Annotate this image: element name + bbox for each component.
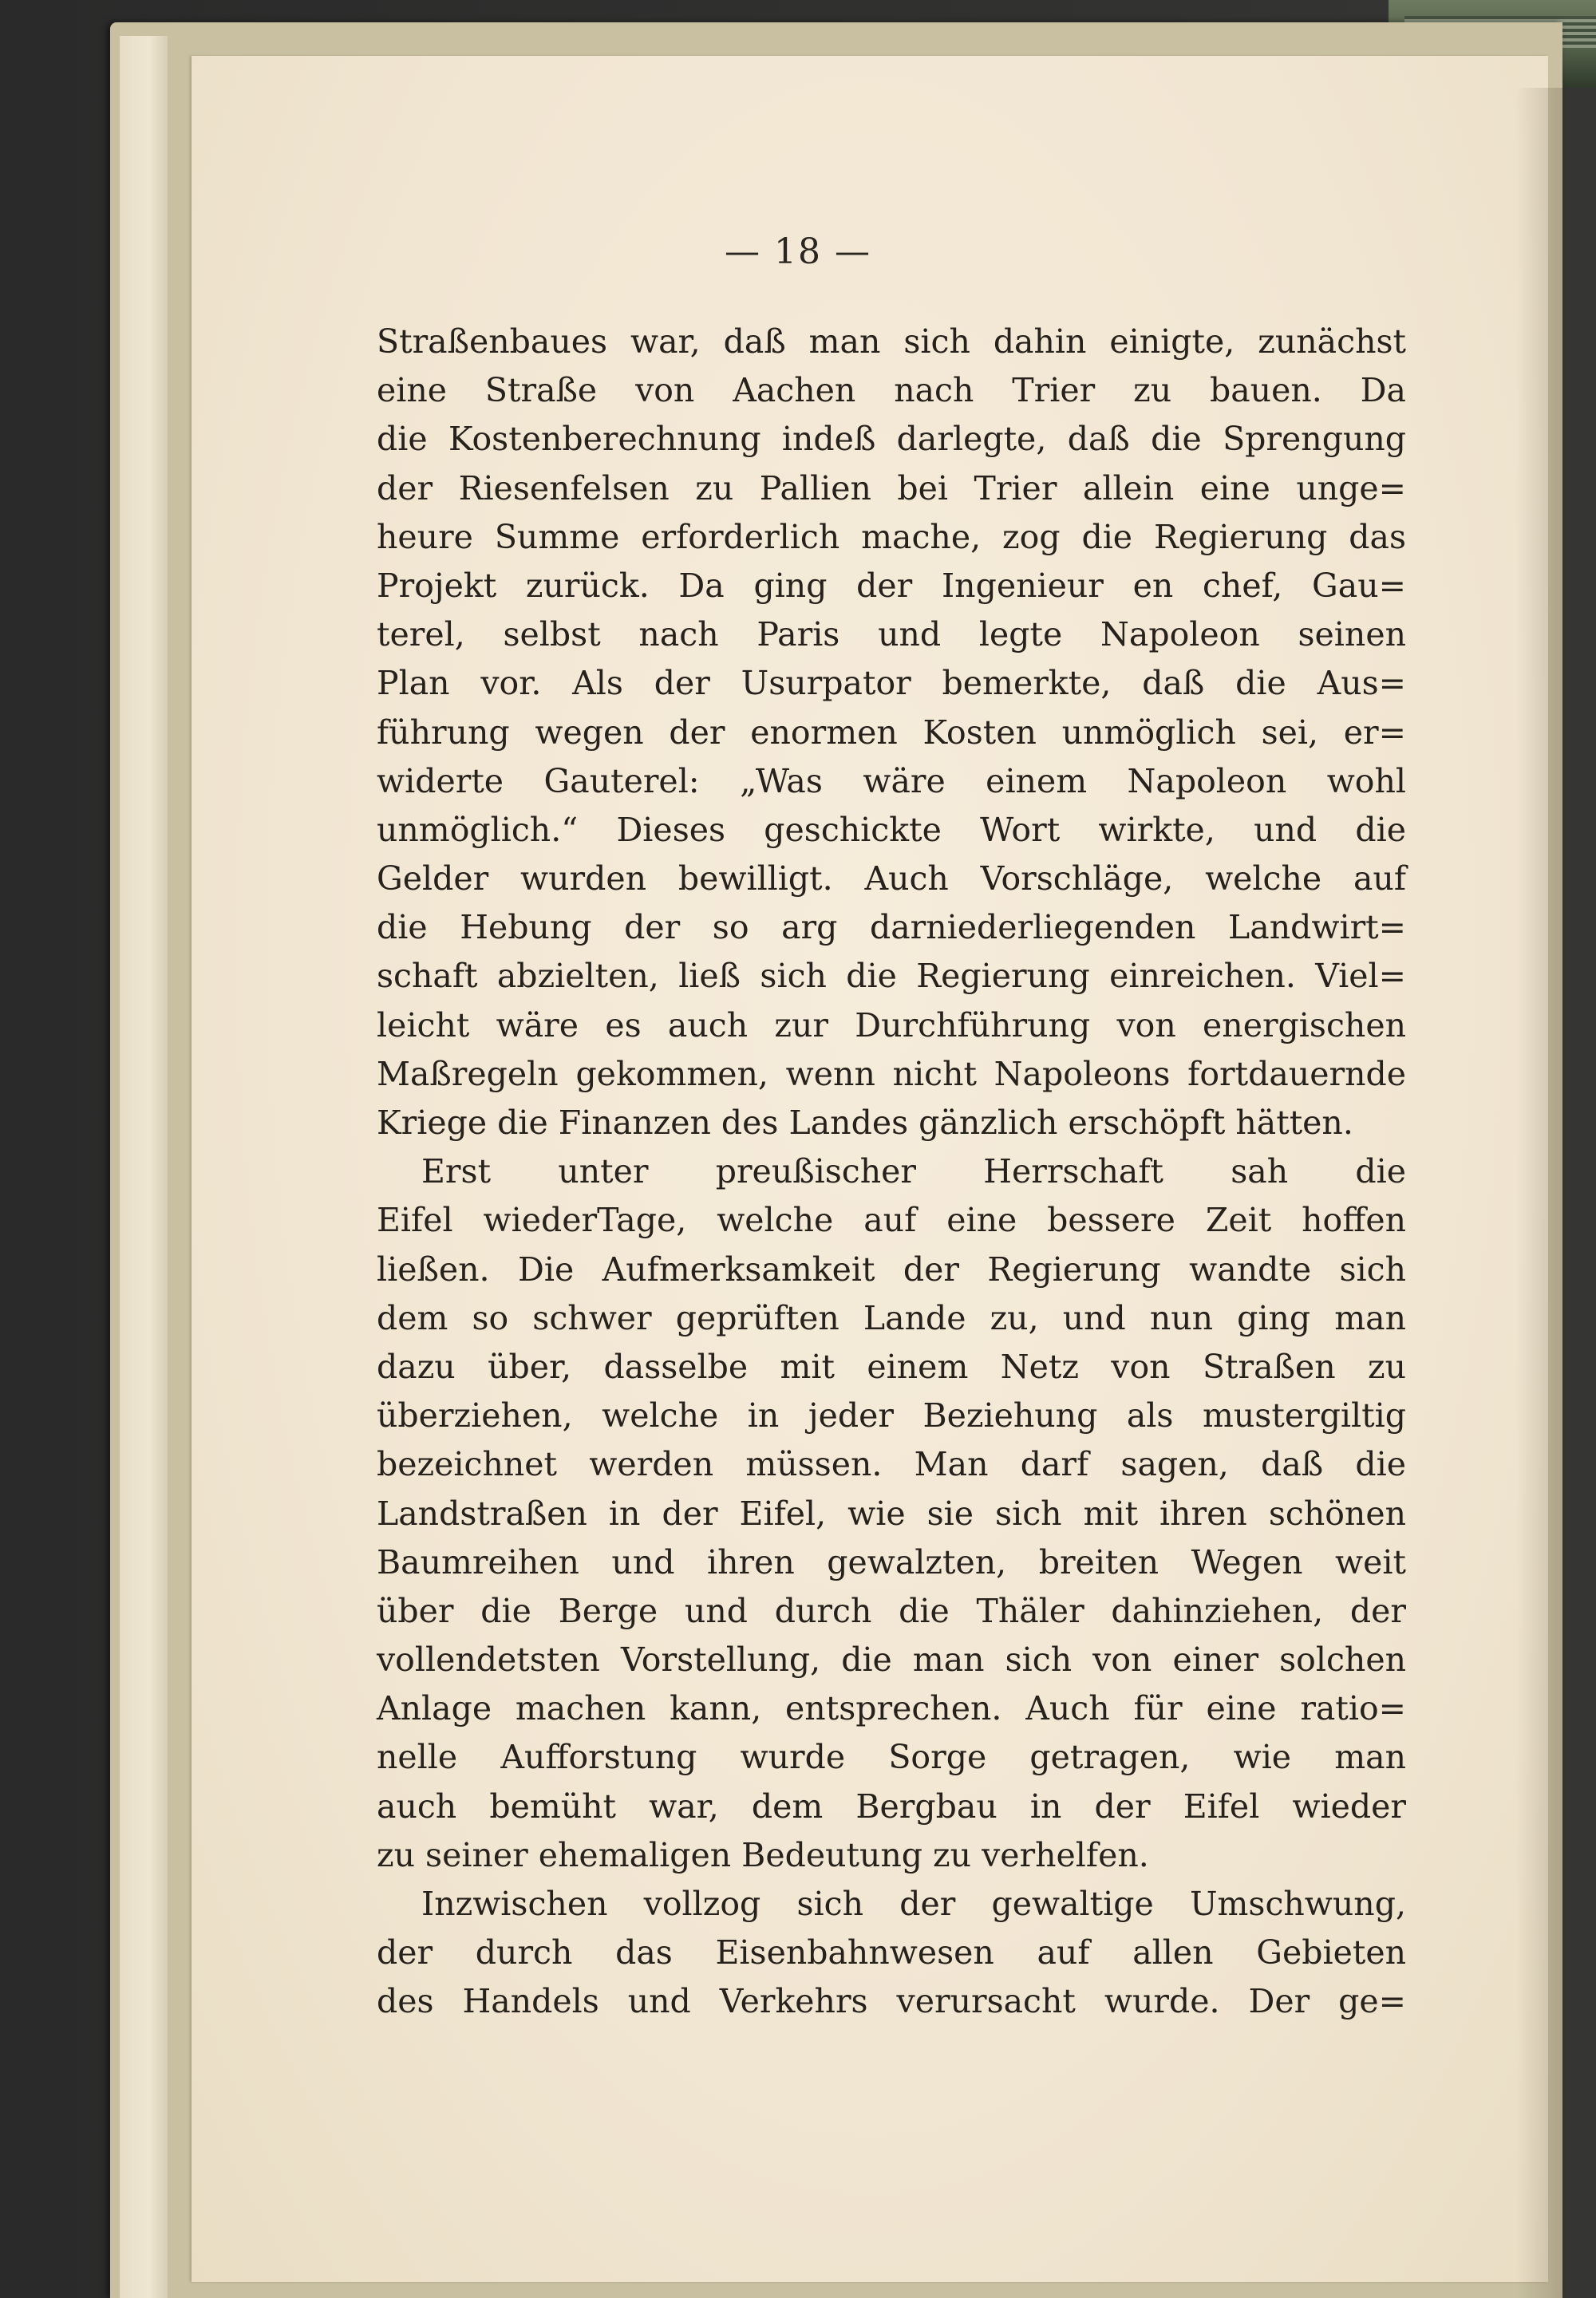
page-edge bbox=[120, 36, 168, 2298]
text-line: terel, selbst nach Paris und legte Napoleon seinen bbox=[377, 615, 1406, 654]
text-line: Inzwischen vollzog sich der gewaltige Umschwung, bbox=[421, 1885, 1406, 1923]
text-line: bezeichnet werden müssen. Man darf sagen, daß die bbox=[377, 1445, 1406, 1484]
text-line: leicht wäre es auch zur Durchführung von energischen bbox=[377, 1005, 1406, 1044]
text-line: Projekt zurück. Da ging der Ingenieur en chef, Gau= bbox=[377, 566, 1406, 605]
body-text bbox=[377, 318, 1406, 2027]
text-line: Straßenbaues war, daß man sich dahin einigte, zunächst bbox=[377, 322, 1406, 361]
text-line: die Hebung der so arg darniederliegenden Landwirt= bbox=[377, 908, 1406, 947]
text-line: dem so schwer geprüften Lande zu, und nun ging man bbox=[377, 1298, 1406, 1337]
text-line: Maßregeln gekommen, wenn nicht Napoleons fortdauernde bbox=[377, 1054, 1406, 1093]
text-line: vollendetsten Vorstellung, die man sich von einer solchen bbox=[377, 1641, 1406, 1680]
page-number: — 18 — bbox=[725, 231, 871, 272]
text-line: der durch das Eisenbahnwesen auf allen Gebieten bbox=[377, 1933, 1406, 1972]
text-line: nelle Aufforstung wurde Sorge getragen, wie man bbox=[377, 1738, 1406, 1777]
text-line: Eifel wiederTage, welche auf eine bessere Zeit hoffen bbox=[377, 1201, 1406, 1240]
text-line: widerte Gauterel: „Was wäre einem Napoleon wohl bbox=[377, 761, 1406, 800]
page-shadow bbox=[1516, 88, 1562, 2298]
text-line: ließen. Die Aufmerksamkeit der Regierung wandte sich bbox=[377, 1250, 1406, 1289]
text-line: Erst unter preußischer Herrschaft sah die bbox=[421, 1152, 1406, 1191]
text-line: zu seiner ehemaligen Bedeutung zu verhelfen. bbox=[377, 1835, 1149, 1874]
text-line: schaft abzielten, ließ sich die Regierung einreichen. Viel= bbox=[377, 957, 1406, 996]
text-line: Baumreihen und ihren gewalzten, breiten Wegen weit bbox=[377, 1542, 1406, 1581]
text-line: auch bemüht war, dem Bergbau in der Eifel wieder bbox=[377, 1787, 1406, 1826]
text-line: Anlage machen kann, entsprechen. Auch für eine ratio= bbox=[377, 1689, 1406, 1728]
text-line: die Kostenberechnung indeß darlegte, daß die Sprengung bbox=[377, 420, 1406, 459]
text-line: heure Summe erforderlich mache, zog die Regierung das bbox=[377, 517, 1406, 556]
text-line: dazu über, dasselbe mit einem Netz von Straßen zu bbox=[377, 1347, 1406, 1386]
text-line: überziehen, welche in jeder Beziehung als mustergiltig bbox=[377, 1396, 1406, 1435]
text-line: unmöglich.“ Dieses geschickte Wort wirkte, und die bbox=[377, 810, 1406, 849]
text-line: führung wegen der enormen Kosten unmöglich sei, er= bbox=[377, 713, 1406, 752]
text-line: Landstraßen in der Eifel, wie sie sich mit ihren schönen bbox=[377, 1494, 1406, 1533]
text-line: des Handels und Verkehrs verursacht wurde. Der ge= bbox=[377, 1982, 1406, 2021]
text-line: Gelder wurden bewilligt. Auch Vorschläge, welche auf bbox=[377, 859, 1406, 898]
text-line: Kriege die Finanzen des Landes gänzlich erschöpft hätten. bbox=[377, 1104, 1353, 1142]
text-line: eine Straße von Aachen nach Trier zu bauen. Da bbox=[377, 371, 1406, 410]
text-line: der Riesenfelsen zu Pallien bei Trier allein eine unge= bbox=[377, 468, 1406, 507]
text-line: Plan vor. Als der Usurpator bemerkte, daß die Aus= bbox=[377, 664, 1406, 703]
text-line: über die Berge und durch die Thäler dahinziehen, der bbox=[377, 1591, 1406, 1630]
